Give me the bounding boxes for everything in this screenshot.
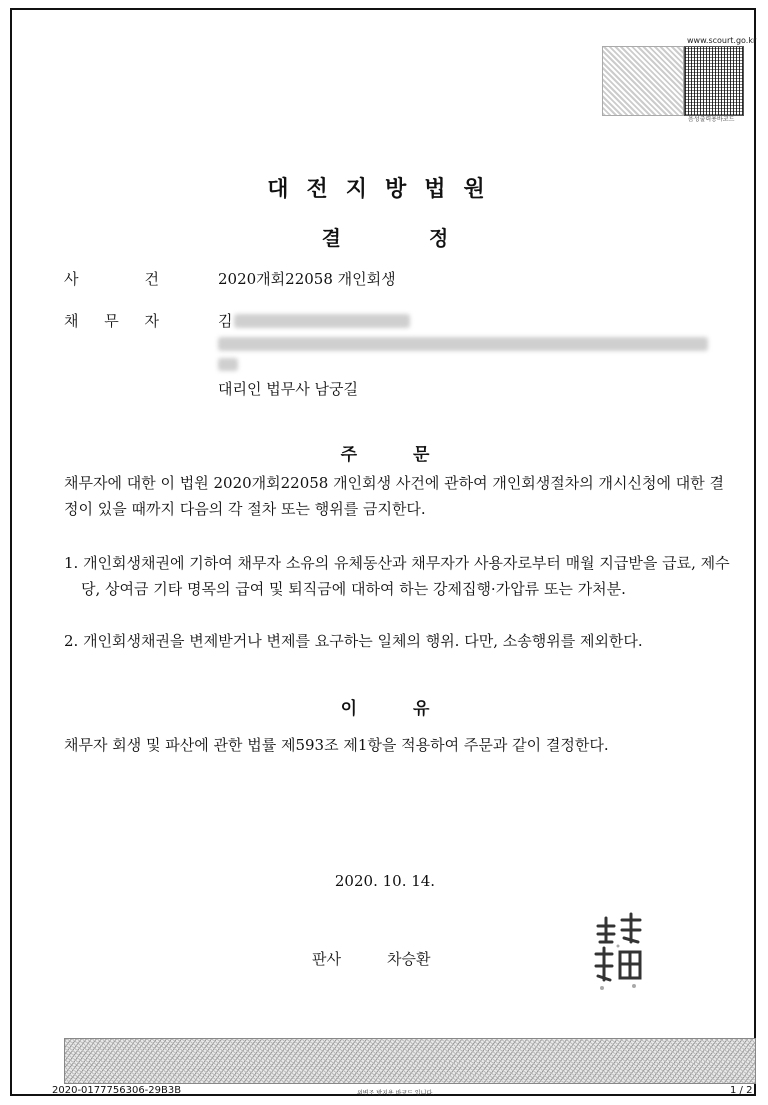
barcode-pattern	[602, 46, 684, 116]
redacted-address	[218, 337, 708, 351]
reason-heading: 이 유	[340, 699, 430, 719]
barcode-caption: 음성출력용바코드	[688, 116, 735, 123]
judge-name: 차승환	[387, 950, 431, 968]
security-barcode	[602, 46, 744, 116]
debtor-name: 김	[218, 312, 233, 330]
page-number: 1 / 2	[730, 1085, 753, 1096]
redacted-address-tail	[218, 358, 238, 371]
case-value: 2020개회22058 개인회생	[218, 270, 396, 288]
decision-title	[12, 222, 758, 251]
debtor-label: 채 무 자	[64, 312, 159, 330]
decision-title-left: 결	[321, 226, 341, 250]
judge-seal-stamp	[590, 908, 646, 992]
court-name: 대전지방법원	[267, 177, 503, 202]
order-heading: 주 문	[340, 445, 430, 465]
order-item-1: 1. 개인회생채권에 기하여 채무자 소유의 유체동산과 채무자가 사용자로부터 매월 지급받을 급료, 제수당, 상여금 기타 명목의 급여 및 퇴직금에 대하여 하는 강제집행·가압류 또는 가처분.	[64, 554, 730, 598]
document-number: 2020-0177756306-29B3B	[52, 1085, 182, 1096]
forgery-note: 위변조 방지용 바코드 입니다.	[357, 1090, 435, 1097]
qr-code	[684, 46, 744, 116]
judge-title: 판사	[312, 950, 341, 968]
order-item-2: 2. 개인회생채권을 변제받거나 변제를 요구하는 일체의 행위. 다만, 소송행위를 제외한다.	[64, 632, 643, 650]
case-label: 사 건	[64, 270, 159, 288]
agent: 대리인 법무사 남궁길	[218, 380, 358, 398]
anti-forgery-barcode	[64, 1038, 756, 1084]
redacted-id	[234, 314, 410, 328]
decision-title-right: 정	[429, 226, 449, 250]
reason-text: 채무자 회생 및 파산에 관한 법률 제593조 제1항을 적용하여 주문과 같이 결정한다.	[64, 736, 609, 754]
order-intro: 채무자에 대한 이 법원 2020개회22058 개인회생 사건에 관하여 개인회생절차의 개시신청에 대한 결정이 있을 때까지 다음의 각 절차 또는 행위를 금지한다.	[64, 474, 724, 518]
document-page	[10, 8, 756, 1096]
decision-date: 2020. 10. 14.	[334, 872, 436, 890]
court-url: www.scourt.go.kr	[687, 36, 757, 45]
